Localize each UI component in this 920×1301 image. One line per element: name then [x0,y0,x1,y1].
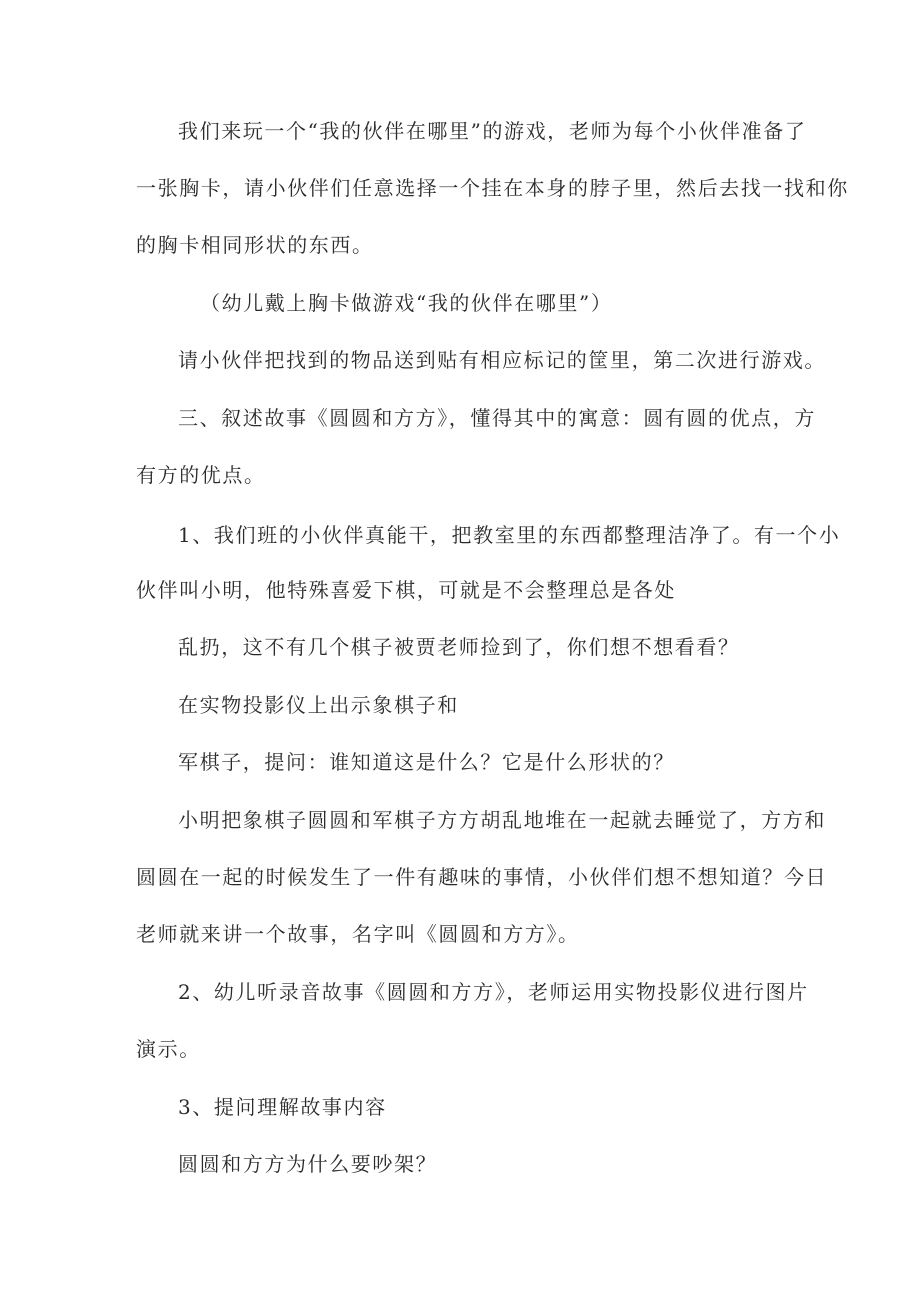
paragraph-line: 小明把象棋子圆圆和军棋子方方胡乱地堆在一起就去睡觉了，方方和 [178,808,826,832]
section-heading: 三、叙述故事《圆圆和方方》，懂得其中的寓意：圆有圆的优点，方 [178,406,816,430]
paragraph-line: 我们来玩一个“我的伙伴在哪里”的游戏，老师为每个小伙伴准备了 [178,119,807,143]
paragraph-line: 1、我们班的小伙伴真能干，把教室里的东西都整理洁净了。有一个小 [178,523,841,547]
paragraph-line: 圆圆在一起的时候发生了一件有趣味的事情，小伙伴们想不想知道？今日 [136,865,828,889]
paragraph-line: 有方的优点。 [136,463,266,487]
paragraph-line: 的胸卡相同形状的东西。 [136,233,374,257]
paragraph-line: 演示。 [136,1037,201,1061]
paragraph-line: 圆圆和方方为什么要吵架？ [178,1152,438,1176]
paragraph-line: 老师就来讲一个故事，名字叫《圆圆和方方》。 [136,922,580,946]
paragraph-line: 2、幼儿听录音故事《圆圆和方方》，老师运用实物投影仪进行图片 [178,980,809,1004]
paragraph-line: 在实物投影仪上出示象棋子和 [178,693,459,717]
paragraph-line: 请小伙伴把找到的物品送到贴有相应标记的筐里，第二次进行游戏。 [178,348,826,372]
paragraph-line: 军棋子，提问：谁知道这是什么？它是什么形状的？ [178,750,675,774]
paragraph-line: 3、提问理解故事内容 [178,1095,387,1119]
paragraph-line: （幼儿戴上胸卡做游戏“我的伙伴在哪里”） [200,291,613,315]
paragraph-line: 一张胸卡，请小伙伴们任意选择一个挂在本身的脖子里，然后去找一找和你 [136,176,849,200]
paragraph-line: 乱扔，这不有几个棋子被贾老师捡到了，你们想不想看看？ [178,635,740,659]
paragraph-line: 伙伴叫小明，他特殊喜爱下棋，可就是不会整理总是各处 [136,578,676,602]
